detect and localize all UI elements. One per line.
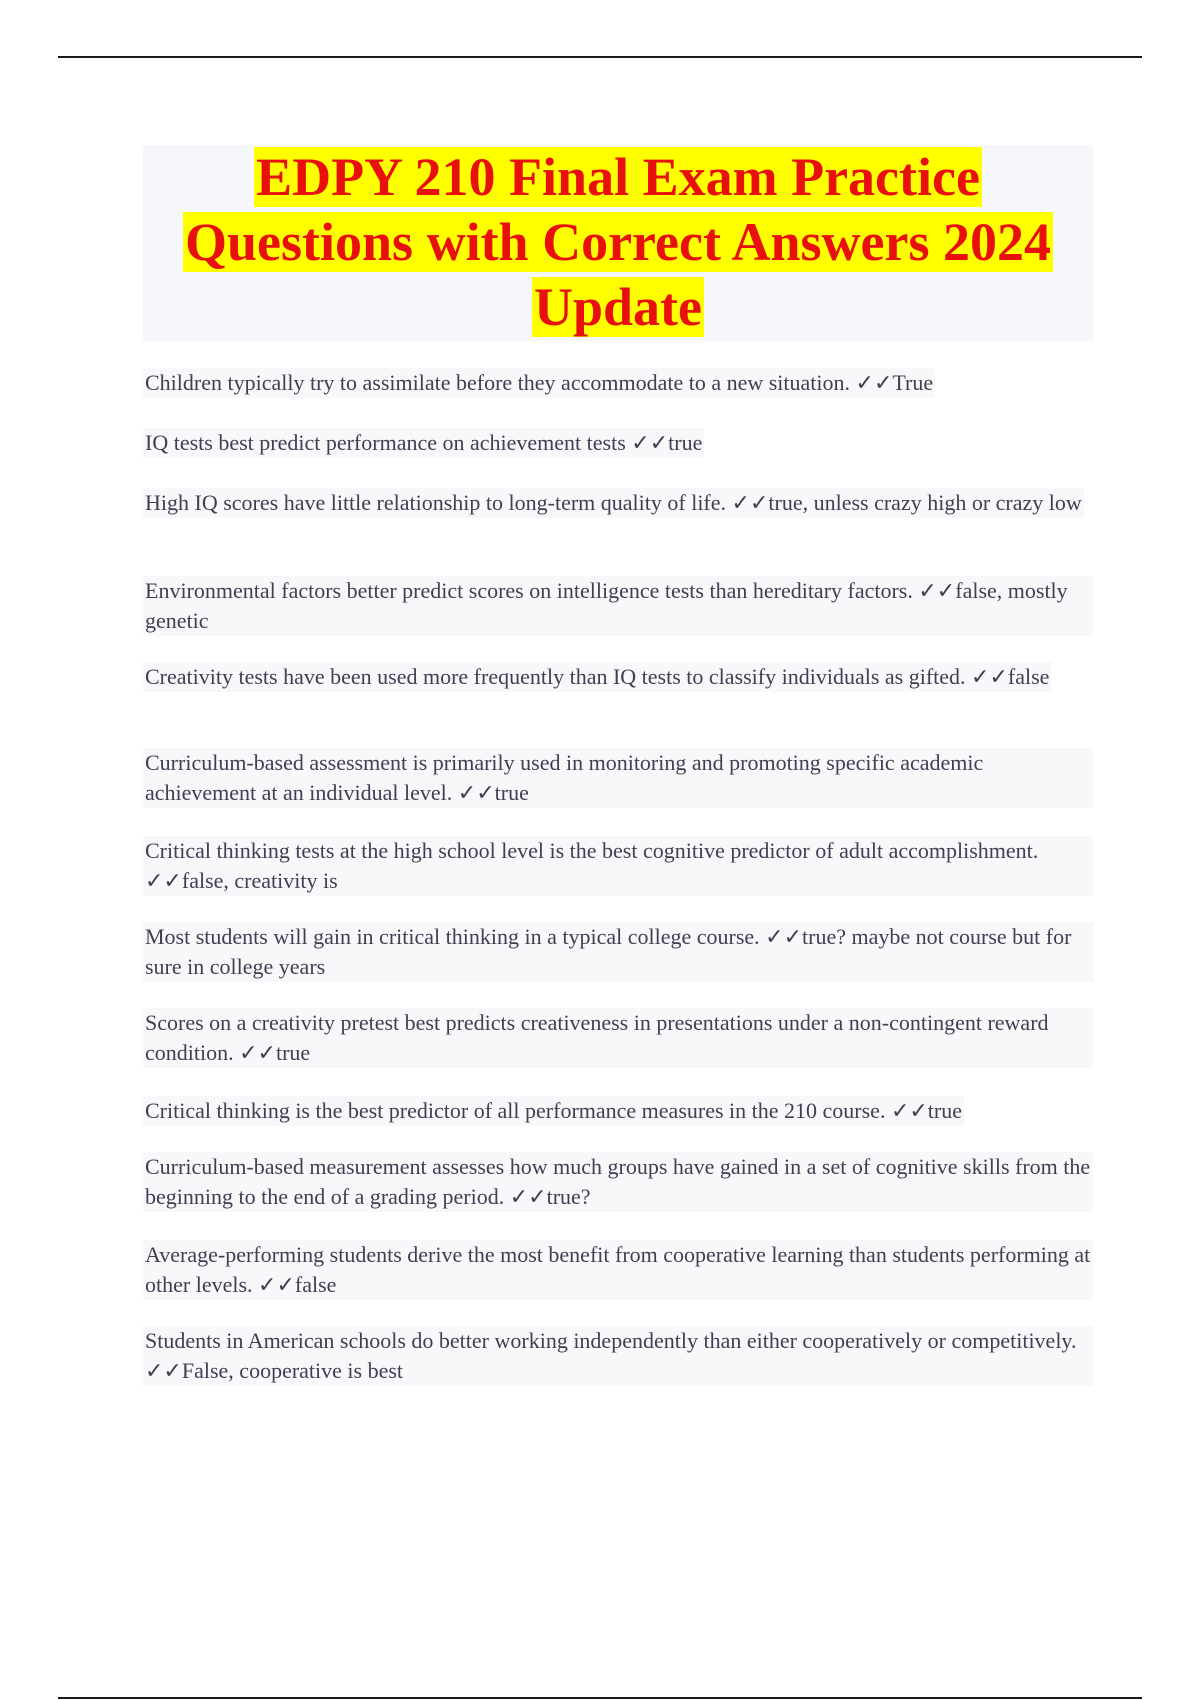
qa-item: Creativity tests have been used more frequently than IQ tests to classify individuals as gifted. ✓✓false	[143, 662, 1051, 692]
qa-item: Children typically try to assimilate before they accommodate to a new situation. ✓✓True	[143, 368, 935, 398]
qa-item: High IQ scores have little relationship to long-term quality of life. ✓✓true, unless crazy high or crazy low	[143, 488, 1084, 518]
qa-item: IQ tests best predict performance on achievement tests ✓✓true	[143, 428, 704, 458]
qa-item: Students in American schools do better working independently than either cooperatively or competitively. ✓✓False, cooperative is best	[143, 1326, 1093, 1386]
qa-item: Environmental factors better predict scores on intelligence tests than hereditary factors. ✓✓false, mostly genetic	[143, 576, 1093, 636]
qa-item: Critical thinking tests at the high school level is the best cognitive predictor of adult accomplishment. ✓✓false, creativity is	[143, 836, 1093, 896]
top-divider	[58, 56, 1142, 58]
qa-item: Scores on a creativity pretest best predicts creativeness in presentations under a non-contingent reward condition. ✓✓true	[143, 1008, 1093, 1068]
page-title-line-1: EDPY 210 Final Exam Practice	[256, 147, 980, 207]
bottom-divider	[58, 1697, 1142, 1699]
qa-item: Average-performing students derive the most benefit from cooperative learning than students performing at other levels. ✓✓false	[143, 1240, 1093, 1300]
page-title-line-3: Update	[533, 277, 702, 337]
page-title-line-2: Questions with Correct Answers 2024	[185, 212, 1051, 272]
qa-item: Most students will gain in critical thinking in a typical college course. ✓✓true? maybe not course but for sure in college years	[143, 922, 1093, 982]
title-block	[143, 145, 1093, 341]
qa-item: Curriculum-based assessment is primarily used in monitoring and promoting specific academic achievement at an individual level. ✓✓true	[143, 748, 1093, 808]
qa-item: Critical thinking is the best predictor of all performance measures in the 210 course. ✓✓true	[143, 1096, 964, 1126]
qa-item: Curriculum-based measurement assesses how much groups have gained in a set of cognitive skills from the beginning to the end of a grading period. ✓✓true?	[143, 1152, 1093, 1212]
